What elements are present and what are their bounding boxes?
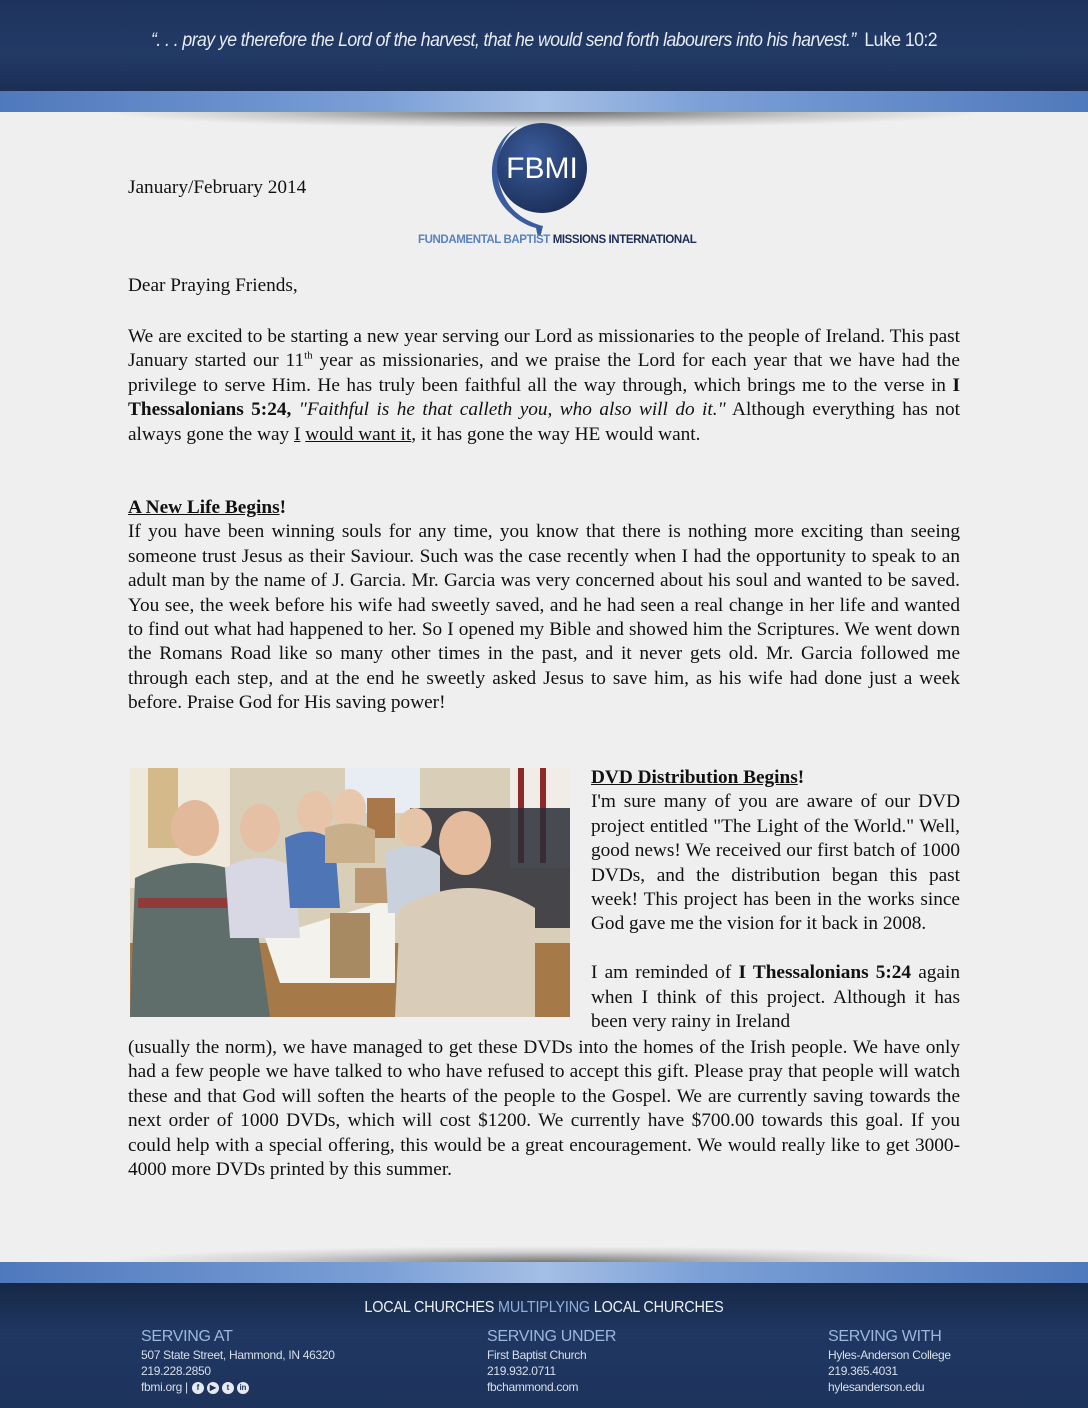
facebook-icon[interactable]: f xyxy=(192,1382,204,1394)
quote-reference: Luke 10:2 xyxy=(864,30,938,51)
dvd-paragraph-2 xyxy=(591,961,960,1034)
underlined-i: I xyxy=(293,423,301,445)
column-title: SERVING AT xyxy=(141,1328,233,1345)
twitter-icon[interactable]: t xyxy=(222,1382,234,1394)
intro-text-4: , it has gone the way HE would want. xyxy=(411,423,701,445)
website-row xyxy=(141,1379,335,1395)
photo-image-icon xyxy=(130,768,570,1017)
section-dvd-top xyxy=(591,766,960,1034)
letter-date: January/February 2014 xyxy=(128,177,307,198)
dvd-text-a: I am reminded of xyxy=(591,962,739,984)
section-heading-dvd xyxy=(591,766,960,790)
logo-initials: FBMI xyxy=(506,152,578,185)
ordinal-suffix: th xyxy=(304,349,313,362)
address: 507 State Street, Hammond, IN 46320 xyxy=(141,1348,335,1362)
section-new-life-body: If you have been winning souls for any time, you know that there is nothing more exciting than seeing someone trust Jesus as their Saviour. Such was the case recently when I had the opportunity to speak to an adult man by the name of J. Garcia. Mr. Garcia was very concerned about his soul and wanted to be saved. You see, the week before his wife had sweetly saved, and he had seen a real change in her life and wanted to find out what had happened to her. So I opened my Bible and showed him the Scriptures. We went down the Romans Road like so many other times in the past, and it never gets old. Mr. Garcia followed me through each step, and at the end he sweetly asked Jesus to save him, as his wife had done just a week before. Praise God for His saving power! xyxy=(128,521,960,714)
youtube-icon[interactable]: ▶ xyxy=(207,1382,219,1394)
footer-serving-with xyxy=(828,1327,951,1395)
social-icons xyxy=(192,1382,249,1394)
underlined-phrase: would want it xyxy=(305,423,412,445)
section-dvd-continued xyxy=(128,1036,960,1182)
fbmi-logo xyxy=(418,118,697,253)
intro-paragraph xyxy=(128,325,960,447)
header-accent-bar xyxy=(0,91,1088,112)
heading-end: ! xyxy=(797,767,805,788)
column-title: SERVING WITH xyxy=(828,1328,942,1345)
footer-serving-under xyxy=(487,1327,616,1395)
dvd-paragraph-2-continued: (usually the norm), we have managed to get these DVDs into the homes of the Irish people. We have only had a few people we have talked to who have refused to accept this gift. Please pray that people will watch these and that God will soften the hearts of the people to the Gospel. We are currently saving towards the next order of 1000 DVDs, which will cost $1200. We currently have $700.00 towards this goal. If you could help with a special offering, this would be a great encouragement. We would really like to get 3000-4000 more DVDs printed by this summer. xyxy=(128,1037,960,1181)
footer-serving-at xyxy=(141,1327,335,1395)
phone: 219.932.0711 xyxy=(487,1364,556,1378)
footer-shadow xyxy=(100,1246,988,1262)
phone: 219.365.4031 xyxy=(828,1364,898,1378)
heading-text: A New Life Begins xyxy=(128,497,280,518)
website-link[interactable]: fbmi.org | xyxy=(141,1380,188,1394)
heading-end: ! xyxy=(279,497,286,518)
verse-reference-2: I Thessalonians 5:24 xyxy=(738,962,912,984)
logo-name-part1: FUNDAMENTAL BAPTIST xyxy=(418,234,550,246)
heading-text: DVD Distribution Begins xyxy=(591,767,798,788)
tagline-highlight: MULTIPLYING xyxy=(498,1299,590,1316)
intro-text-1: We are excited to be starting a new year serving our Lord as missionaries to the people of Ireland. This past January started our 11 xyxy=(128,326,960,372)
quote-text: “. . . pray ye therefore the Lord of the harvest, that he would send forth labourers into his harvest.” xyxy=(150,30,856,51)
logo-wordmark xyxy=(418,234,697,246)
intro-text-3: Although everything has not always gone the way xyxy=(128,399,961,445)
website-link[interactable]: fbchammond.com xyxy=(487,1380,579,1394)
team-photo xyxy=(130,768,570,1017)
church-name: First Baptist Church xyxy=(487,1348,587,1362)
footer xyxy=(0,1283,1088,1408)
college-name: Hyles-Anderson College xyxy=(828,1348,951,1362)
website-link[interactable]: hylesanderson.edu xyxy=(828,1380,925,1394)
linkedin-icon[interactable]: in xyxy=(237,1382,249,1394)
tagline-part-c: LOCAL CHURCHES xyxy=(589,1299,724,1316)
dvd-paragraph-1: I'm sure many of you are aware of our DVD project entitled "The Light of the World." Well, good news! We received our first batch of 1000 DVDs, and the distribution began this past week! This project has been in the works since God gave me the vision for it back in 2008. xyxy=(591,791,960,935)
dvd-text-b: again when I think of this project. Although it has been very rainy in Ireland xyxy=(591,962,960,1033)
tagline-part-a: LOCAL CHURCHES xyxy=(364,1299,499,1316)
section-heading-new-life xyxy=(128,496,960,520)
verse-reference: I Thessalonians 5:24, xyxy=(128,374,960,421)
verse-quote: "Faithful is he that calleth you, who also will do it." xyxy=(291,399,726,421)
header-banner xyxy=(0,0,1088,91)
logo-name-part2: MISSIONS INTERNATIONAL xyxy=(552,234,697,246)
salutation: Dear Praying Friends, xyxy=(128,275,298,296)
phone: 219.228.2850 xyxy=(141,1364,211,1378)
column-title: SERVING UNDER xyxy=(487,1328,617,1345)
header-quote xyxy=(38,30,1050,52)
intro-text-2: year as missionaries, and we praise the Lord for each year that we have had the privilege to serve Him. He has truly been faithful all the way through, which brings me to the verse in xyxy=(128,350,960,396)
logo-emblem-icon xyxy=(418,118,680,236)
footer-accent-bar xyxy=(0,1262,1088,1283)
section-new-life xyxy=(128,496,960,716)
footer-tagline xyxy=(54,1299,1033,1317)
